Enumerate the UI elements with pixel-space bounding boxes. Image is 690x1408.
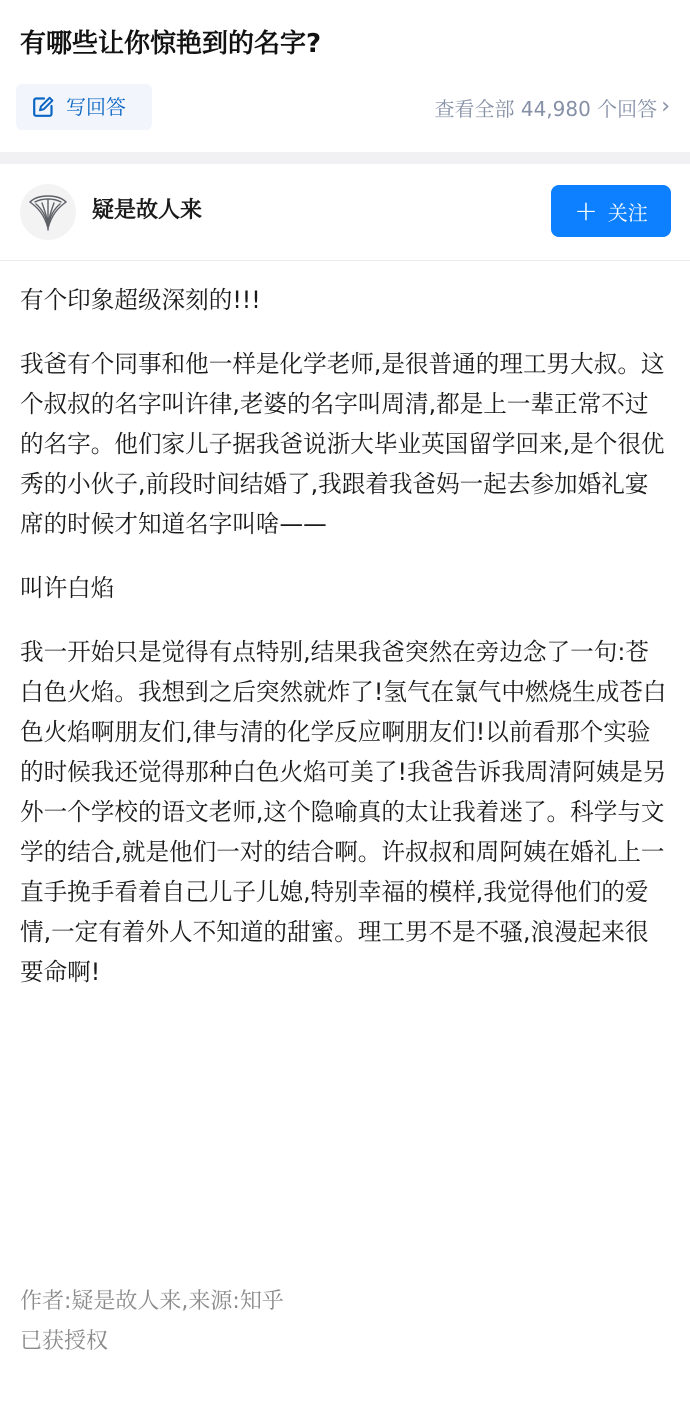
write-answer-button[interactable] xyxy=(16,84,152,130)
license-line: 已获授权 xyxy=(20,1329,109,1354)
section-divider xyxy=(0,152,690,164)
answer-paragraph: 叫许白焰 xyxy=(20,574,115,602)
pencil-icon xyxy=(32,96,54,118)
question-title[interactable]: 有哪些让你惊艳到的名字? xyxy=(20,29,322,59)
write-answer-label: 写回答 xyxy=(66,95,126,119)
question-header xyxy=(0,0,690,152)
avatar[interactable] xyxy=(20,184,76,240)
follow-label: 关注 xyxy=(607,200,648,225)
source-attribution xyxy=(20,1282,672,1362)
view-all-label: 查看全部 44,980 个回答 xyxy=(434,96,658,121)
plus-icon: + xyxy=(574,194,598,227)
author-name[interactable]: 疑是故人来 xyxy=(92,198,203,223)
answer-paragraph: 我爸有个同事和他一样是化学老师,是很普通的理工男大叔。这个叔叔的名字叫许律,老婆的名字叫周清,都是上一辈正常不过的名字。他们家儿子据我爸说浙大毕业英国留学回来,是个很优秀的小伙子,前段时间结婚了,我跟着我爸妈一起去参加婚礼宴席的时候才知道名字叫啥—— xyxy=(20,350,665,538)
follow-button[interactable] xyxy=(551,185,671,237)
answer-paragraph: 有个印象超级深刻的!!! xyxy=(20,286,261,314)
view-all-answers-link[interactable] xyxy=(434,93,670,121)
chevron-right-icon: › xyxy=(661,94,670,119)
source-line: 作者:疑是故人来,来源:知乎 xyxy=(20,1289,284,1314)
avatar-logo xyxy=(20,184,76,240)
answer-paragraph: 我一开始只是觉得有点特别,结果我爸突然在旁边念了一句:苍白色火焰。我想到之后突然就炸了!氢气在氯气中燃烧生成苍白色火焰啊朋友们,律与清的化学反应啊朋友们!以前看那个实验的时候我还觉得那种白色火焰可美了!我爸告诉我周清阿姨是另外一个学校的语文老师,这个隐喻真的太让我着迷了。科学与文学的结合,就是他们一对的结合啊。许叔叔和周阿姨在婚礼上一直手挽手看着自己儿子儿媳,特别幸福的模样,我觉得他们的爱情,一定有着外人不知道的甜蜜。理工男不是不骚,浪漫起来很要命啊! xyxy=(20,638,667,986)
author-row xyxy=(0,164,690,261)
answer-body xyxy=(20,280,672,1016)
